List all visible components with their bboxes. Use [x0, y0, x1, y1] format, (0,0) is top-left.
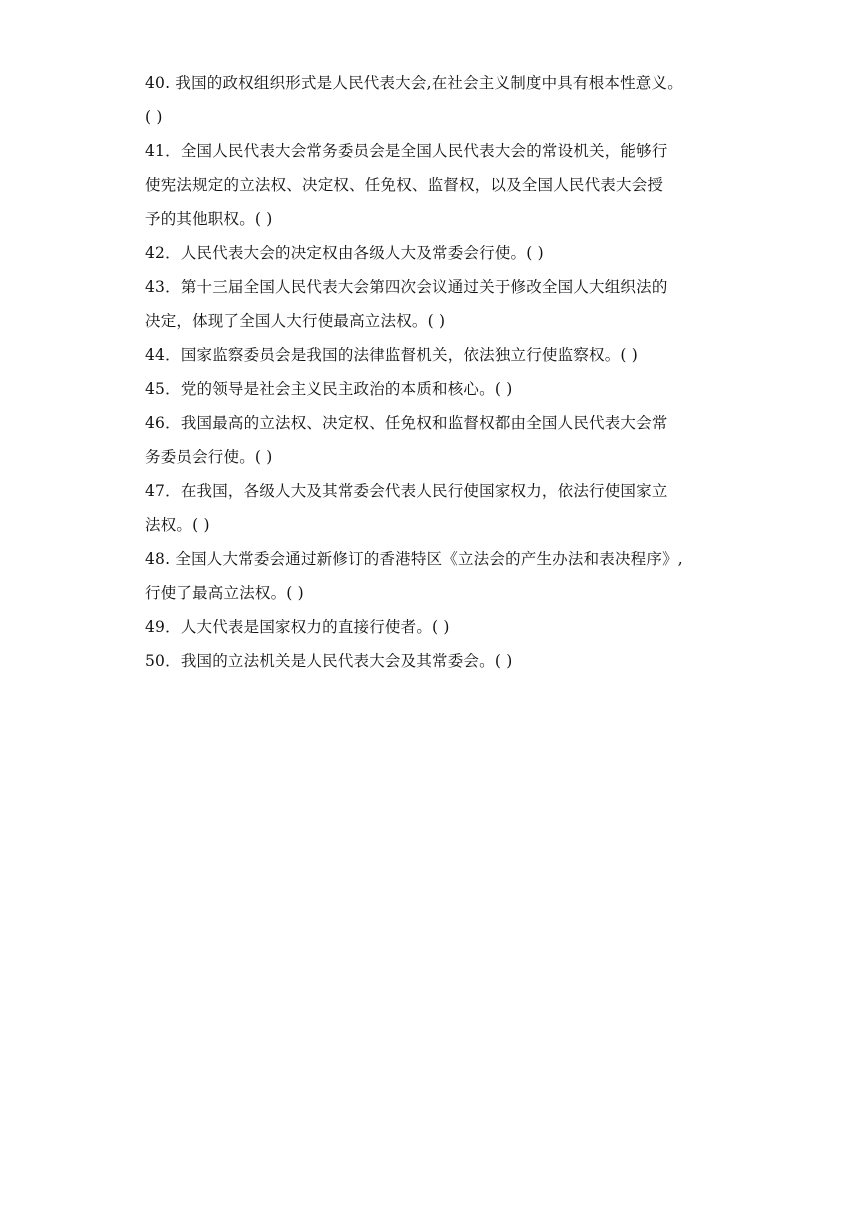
question-50 [145, 644, 730, 678]
question-42 [145, 236, 730, 270]
question-line: 42．人民代表大会的决定权由各级人大及常委会行使。( ) [145, 244, 544, 262]
question-40 [145, 66, 730, 134]
question-line: 44．国家监察委员会是我国的法律监督机关，依法独立行使监察权。( ) [145, 346, 639, 364]
question-47 [145, 474, 730, 542]
question-line: 43．第十三届全国人民代表大会第四次会议通过关于修改全国人大组织法的 [145, 278, 668, 296]
question-41 [145, 134, 730, 236]
question-list [145, 66, 730, 678]
question-line: 49．人大代表是国家权力的直接行使者。( ) [145, 618, 450, 636]
question-line: 决定，体现了全国人大行使最高立法权。( ) [145, 312, 446, 330]
question-line: 48. 全国人大常委会通过新修订的香港特区《立法会的产生办法和表决程序》, [145, 550, 683, 568]
question-line: 使宪法规定的立法权、决定权、任免权、监督权，以及全国人民代表大会授 [145, 176, 664, 194]
question-48 [145, 542, 730, 610]
question-line: 50．我国的立法机关是人民代表大会及其常委会。( ) [145, 652, 513, 670]
question-line: 行使了最高立法权。( ) [145, 584, 304, 602]
question-line: 46．我国最高的立法权、决定权、任免权和监督权都由全国人民代表大会常 [145, 414, 668, 432]
question-line: 法权。( ) [145, 516, 210, 534]
question-45 [145, 372, 730, 406]
question-line: ( ) [145, 108, 163, 126]
question-line: 予的其他职权。( ) [145, 210, 273, 228]
question-43 [145, 270, 730, 338]
question-line: 47．在我国，各级人大及其常委会代表人民行使国家权力，依法行使国家立 [145, 482, 668, 500]
question-44 [145, 338, 730, 372]
question-46 [145, 406, 730, 474]
question-line: 务委员会行使。( ) [145, 448, 273, 466]
question-line: 41．全国人民代表大会常务委员会是全国人民代表大会的常设机关，能够行 [145, 142, 668, 160]
question-line: 45．党的领导是社会主义民主政治的本质和核心。( ) [145, 380, 513, 398]
question-49 [145, 610, 730, 644]
question-line: 40. 我国的政权组织形式是人民代表大会,在社会主义制度中具有根本性意义。 [145, 74, 683, 92]
